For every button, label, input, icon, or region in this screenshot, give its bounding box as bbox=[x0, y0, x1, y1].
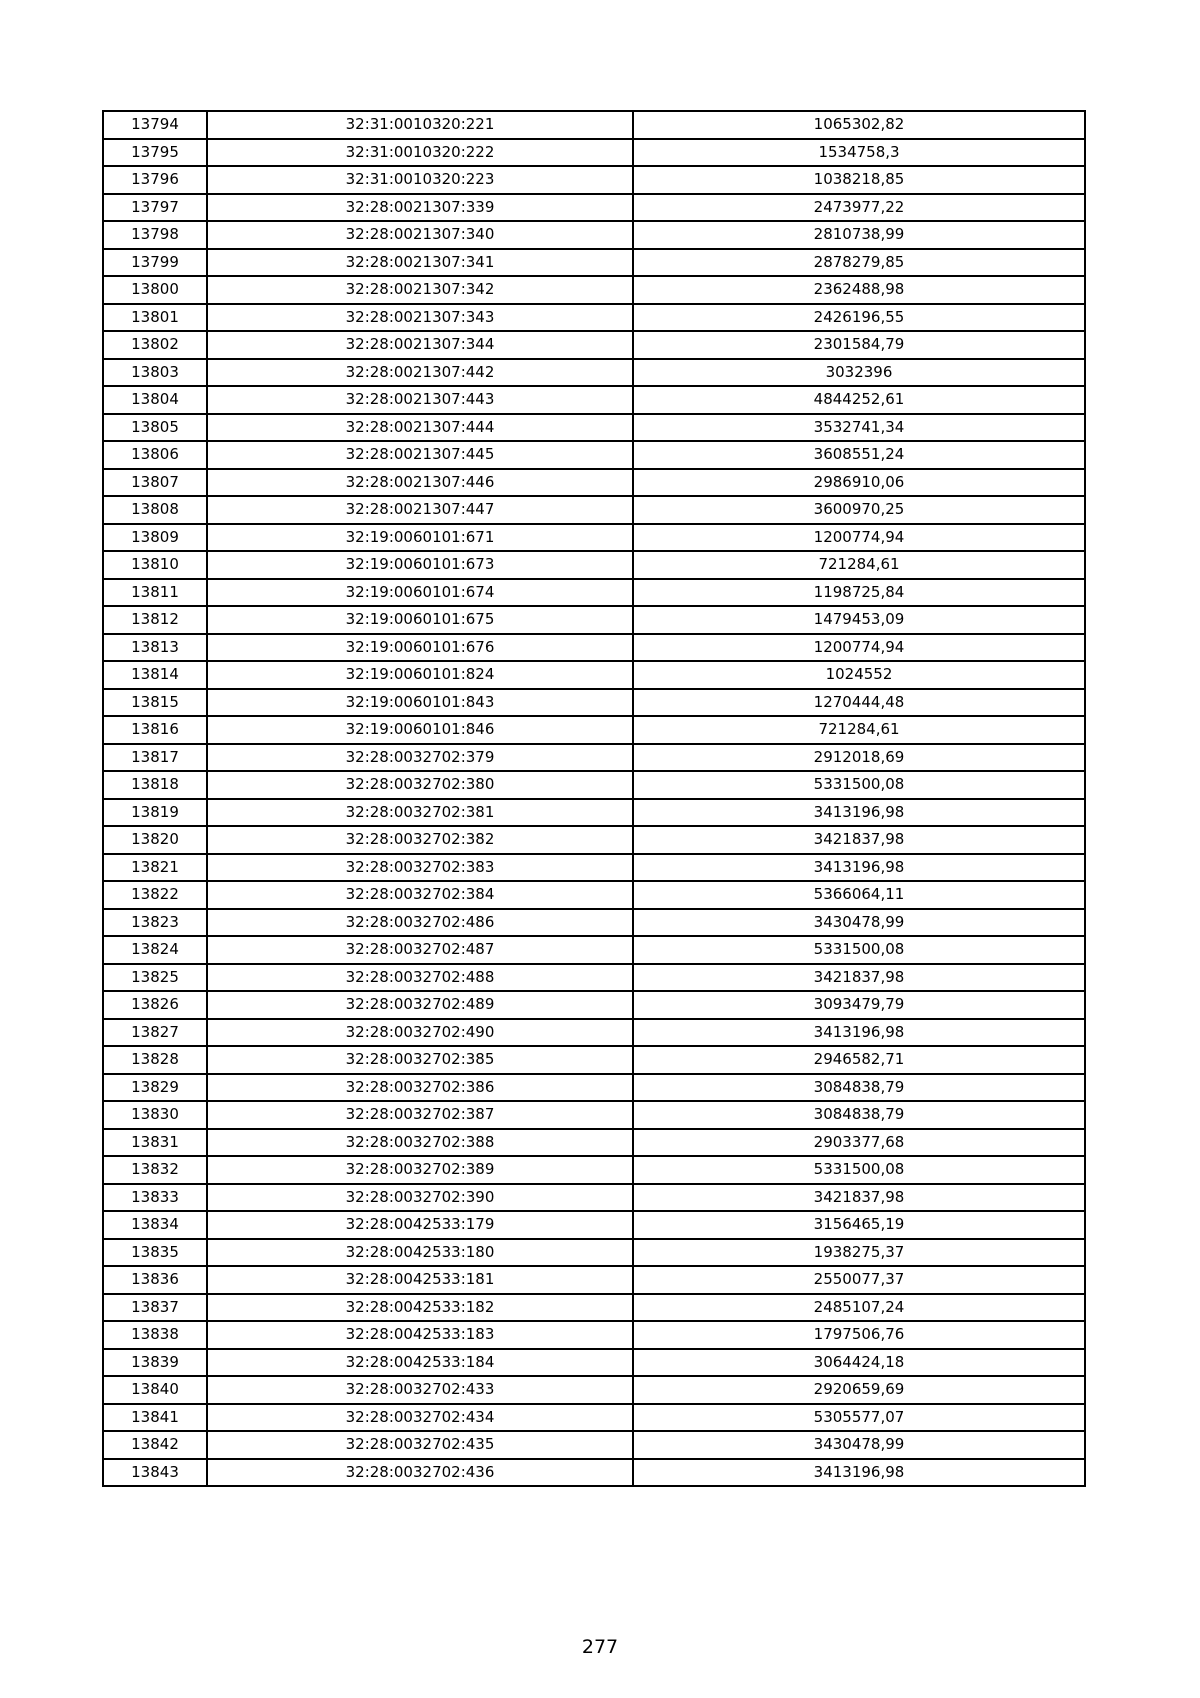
cadastral-number-cell: 32:19:0060101:676 bbox=[207, 634, 633, 662]
cadastral-value-cell: 3156465,19 bbox=[633, 1211, 1085, 1239]
cadastral-number-cell: 32:28:0032702:486 bbox=[207, 909, 633, 937]
cadastral-value-cell: 2946582,71 bbox=[633, 1046, 1085, 1074]
cadastral-value-cell: 1534758,3 bbox=[633, 139, 1085, 167]
table-row bbox=[103, 1211, 1085, 1239]
table-row bbox=[103, 661, 1085, 689]
table-row bbox=[103, 606, 1085, 634]
table-row bbox=[103, 1019, 1085, 1047]
cadastral-value-cell: 3084838,79 bbox=[633, 1101, 1085, 1129]
row-number-cell: 13795 bbox=[103, 139, 207, 167]
table-row bbox=[103, 1046, 1085, 1074]
table-row bbox=[103, 111, 1085, 139]
cadastral-value-cell: 1200774,94 bbox=[633, 634, 1085, 662]
table-row bbox=[103, 386, 1085, 414]
cadastral-value-cell: 721284,61 bbox=[633, 551, 1085, 579]
table-row bbox=[103, 1321, 1085, 1349]
cadastral-value-cell: 3421837,98 bbox=[633, 826, 1085, 854]
cadastral-number-cell: 32:19:0060101:671 bbox=[207, 524, 633, 552]
cadastral-value-cell: 2473977,22 bbox=[633, 194, 1085, 222]
row-number-cell: 13814 bbox=[103, 661, 207, 689]
cadastral-value-cell: 3608551,24 bbox=[633, 441, 1085, 469]
row-number-cell: 13835 bbox=[103, 1239, 207, 1267]
cadastral-number-cell: 32:28:0032702:383 bbox=[207, 854, 633, 882]
cadastral-number-cell: 32:28:0021307:341 bbox=[207, 249, 633, 277]
table-row bbox=[103, 221, 1085, 249]
table-row bbox=[103, 826, 1085, 854]
cadastral-value-cell: 5366064,11 bbox=[633, 881, 1085, 909]
cadastral-number-cell: 32:28:0032702:382 bbox=[207, 826, 633, 854]
row-number-cell: 13803 bbox=[103, 359, 207, 387]
table-row bbox=[103, 1129, 1085, 1157]
row-number-cell: 13808 bbox=[103, 496, 207, 524]
cadastral-value-cell: 3421837,98 bbox=[633, 1184, 1085, 1212]
cadastral-number-cell: 32:28:0042533:183 bbox=[207, 1321, 633, 1349]
page-number: 277 bbox=[581, 1636, 619, 1658]
table-row bbox=[103, 1404, 1085, 1432]
table-row bbox=[103, 1101, 1085, 1129]
row-number-cell: 13819 bbox=[103, 799, 207, 827]
cadastral-value-cell: 2362488,98 bbox=[633, 276, 1085, 304]
cadastral-number-cell: 32:28:0032702:384 bbox=[207, 881, 633, 909]
cadastral-number-cell: 32:28:0021307:444 bbox=[207, 414, 633, 442]
row-number-cell: 13818 bbox=[103, 771, 207, 799]
cadastral-value-cell: 3532741,34 bbox=[633, 414, 1085, 442]
cadastral-value-cell: 1065302,82 bbox=[633, 111, 1085, 139]
table-row bbox=[103, 524, 1085, 552]
cadastral-number-cell: 32:31:0010320:221 bbox=[207, 111, 633, 139]
table-body bbox=[103, 111, 1085, 1486]
cadastral-value-cell: 3413196,98 bbox=[633, 1019, 1085, 1047]
cadastral-value-cell: 2810738,99 bbox=[633, 221, 1085, 249]
cadastral-value-cell: 2426196,55 bbox=[633, 304, 1085, 332]
table-row bbox=[103, 1349, 1085, 1377]
cadastral-value-cell: 2878279,85 bbox=[633, 249, 1085, 277]
row-number-cell: 13801 bbox=[103, 304, 207, 332]
cadastral-value-cell: 3084838,79 bbox=[633, 1074, 1085, 1102]
table-row bbox=[103, 1459, 1085, 1487]
table-row bbox=[103, 716, 1085, 744]
cadastral-value-cell: 1797506,76 bbox=[633, 1321, 1085, 1349]
cadastral-value-cell: 1938275,37 bbox=[633, 1239, 1085, 1267]
cadastral-number-cell: 32:28:0042533:180 bbox=[207, 1239, 633, 1267]
cadastral-number-cell: 32:28:0021307:445 bbox=[207, 441, 633, 469]
row-number-cell: 13811 bbox=[103, 579, 207, 607]
row-number-cell: 13834 bbox=[103, 1211, 207, 1239]
cadastral-number-cell: 32:28:0032702:381 bbox=[207, 799, 633, 827]
cadastral-value-cell: 3064424,18 bbox=[633, 1349, 1085, 1377]
row-number-cell: 13816 bbox=[103, 716, 207, 744]
row-number-cell: 13840 bbox=[103, 1376, 207, 1404]
row-number-cell: 13824 bbox=[103, 936, 207, 964]
cadastral-number-cell: 32:28:0032702:434 bbox=[207, 1404, 633, 1432]
cadastral-number-cell: 32:28:0042533:182 bbox=[207, 1294, 633, 1322]
row-number-cell: 13796 bbox=[103, 166, 207, 194]
cadastral-number-cell: 32:28:0042533:181 bbox=[207, 1266, 633, 1294]
row-number-cell: 13841 bbox=[103, 1404, 207, 1432]
row-number-cell: 13812 bbox=[103, 606, 207, 634]
cadastral-value-cell: 3093479,79 bbox=[633, 991, 1085, 1019]
cadastral-number-cell: 32:28:0021307:339 bbox=[207, 194, 633, 222]
table-row bbox=[103, 331, 1085, 359]
cadastral-value-cell: 3421837,98 bbox=[633, 964, 1085, 992]
cadastral-number-cell: 32:28:0032702:490 bbox=[207, 1019, 633, 1047]
table-row bbox=[103, 1266, 1085, 1294]
table-row bbox=[103, 359, 1085, 387]
table-row bbox=[103, 194, 1085, 222]
row-number-cell: 13806 bbox=[103, 441, 207, 469]
cadastral-value-cell: 5331500,08 bbox=[633, 936, 1085, 964]
cadastral-value-cell: 2485107,24 bbox=[633, 1294, 1085, 1322]
cadastral-number-cell: 32:28:0032702:390 bbox=[207, 1184, 633, 1212]
table-row bbox=[103, 991, 1085, 1019]
row-number-cell: 13821 bbox=[103, 854, 207, 882]
cadastral-number-cell: 32:28:0032702:436 bbox=[207, 1459, 633, 1487]
row-number-cell: 13839 bbox=[103, 1349, 207, 1377]
cadastral-value-cell: 5305577,07 bbox=[633, 1404, 1085, 1432]
cadastral-number-cell: 32:28:0032702:433 bbox=[207, 1376, 633, 1404]
table-row bbox=[103, 854, 1085, 882]
row-number-cell: 13807 bbox=[103, 469, 207, 497]
cadastral-value-cell: 4844252,61 bbox=[633, 386, 1085, 414]
table-row bbox=[103, 771, 1085, 799]
cadastral-value-cell: 3413196,98 bbox=[633, 854, 1085, 882]
table-row bbox=[103, 249, 1085, 277]
cadastral-number-cell: 32:28:0032702:388 bbox=[207, 1129, 633, 1157]
cadastral-number-cell: 32:28:0032702:489 bbox=[207, 991, 633, 1019]
row-number-cell: 13804 bbox=[103, 386, 207, 414]
cadastral-value-cell: 721284,61 bbox=[633, 716, 1085, 744]
cadastral-number-cell: 32:28:0032702:389 bbox=[207, 1156, 633, 1184]
table-row bbox=[103, 276, 1085, 304]
cadastral-value-cell: 2301584,79 bbox=[633, 331, 1085, 359]
cadastral-value-table bbox=[102, 110, 1086, 1487]
row-number-cell: 13827 bbox=[103, 1019, 207, 1047]
cadastral-value-cell: 2550077,37 bbox=[633, 1266, 1085, 1294]
table-row bbox=[103, 964, 1085, 992]
row-number-cell: 13815 bbox=[103, 689, 207, 717]
table-row bbox=[103, 1431, 1085, 1459]
cadastral-value-cell: 1198725,84 bbox=[633, 579, 1085, 607]
row-number-cell: 13798 bbox=[103, 221, 207, 249]
row-number-cell: 13823 bbox=[103, 909, 207, 937]
cadastral-number-cell: 32:19:0060101:843 bbox=[207, 689, 633, 717]
row-number-cell: 13828 bbox=[103, 1046, 207, 1074]
cadastral-number-cell: 32:28:0032702:487 bbox=[207, 936, 633, 964]
cadastral-number-cell: 32:28:0032702:435 bbox=[207, 1431, 633, 1459]
cadastral-number-cell: 32:28:0032702:387 bbox=[207, 1101, 633, 1129]
cadastral-value-cell: 1200774,94 bbox=[633, 524, 1085, 552]
row-number-cell: 13802 bbox=[103, 331, 207, 359]
table-row bbox=[103, 799, 1085, 827]
cadastral-value-cell: 3032396 bbox=[633, 359, 1085, 387]
cadastral-number-cell: 32:19:0060101:673 bbox=[207, 551, 633, 579]
cadastral-value-cell: 2912018,69 bbox=[633, 744, 1085, 772]
row-number-cell: 13837 bbox=[103, 1294, 207, 1322]
table-row bbox=[103, 414, 1085, 442]
table-row bbox=[103, 744, 1085, 772]
table-row bbox=[103, 579, 1085, 607]
cadastral-number-cell: 32:28:0021307:447 bbox=[207, 496, 633, 524]
row-number-cell: 13799 bbox=[103, 249, 207, 277]
table-row bbox=[103, 496, 1085, 524]
cadastral-number-cell: 32:19:0060101:675 bbox=[207, 606, 633, 634]
cadastral-number-cell: 32:28:0021307:343 bbox=[207, 304, 633, 332]
cadastral-number-cell: 32:28:0032702:386 bbox=[207, 1074, 633, 1102]
cadastral-value-cell: 5331500,08 bbox=[633, 1156, 1085, 1184]
cadastral-number-cell: 32:28:0021307:442 bbox=[207, 359, 633, 387]
cadastral-value-cell: 1038218,85 bbox=[633, 166, 1085, 194]
cadastral-value-cell: 1270444,48 bbox=[633, 689, 1085, 717]
cadastral-number-cell: 32:28:0042533:184 bbox=[207, 1349, 633, 1377]
table-row bbox=[103, 441, 1085, 469]
table-row bbox=[103, 1376, 1085, 1404]
cadastral-number-cell: 32:19:0060101:846 bbox=[207, 716, 633, 744]
table-row bbox=[103, 936, 1085, 964]
cadastral-value-cell: 5331500,08 bbox=[633, 771, 1085, 799]
table-row bbox=[103, 1184, 1085, 1212]
cadastral-value-cell: 2920659,69 bbox=[633, 1376, 1085, 1404]
cadastral-number-cell: 32:28:0032702:488 bbox=[207, 964, 633, 992]
cadastral-value-cell: 3413196,98 bbox=[633, 799, 1085, 827]
cadastral-number-cell: 32:28:0032702:385 bbox=[207, 1046, 633, 1074]
cadastral-number-cell: 32:28:0032702:379 bbox=[207, 744, 633, 772]
row-number-cell: 13813 bbox=[103, 634, 207, 662]
cadastral-value-cell: 1024552 bbox=[633, 661, 1085, 689]
table-row bbox=[103, 1074, 1085, 1102]
table-row bbox=[103, 166, 1085, 194]
row-number-cell: 13826 bbox=[103, 991, 207, 1019]
table-row bbox=[103, 1239, 1085, 1267]
row-number-cell: 13817 bbox=[103, 744, 207, 772]
row-number-cell: 13833 bbox=[103, 1184, 207, 1212]
cadastral-value-cell: 2903377,68 bbox=[633, 1129, 1085, 1157]
row-number-cell: 13822 bbox=[103, 881, 207, 909]
row-number-cell: 13810 bbox=[103, 551, 207, 579]
row-number-cell: 13800 bbox=[103, 276, 207, 304]
cadastral-value-cell: 3413196,98 bbox=[633, 1459, 1085, 1487]
table-row bbox=[103, 1156, 1085, 1184]
table-row bbox=[103, 139, 1085, 167]
cadastral-value-cell: 3600970,25 bbox=[633, 496, 1085, 524]
row-number-cell: 13831 bbox=[103, 1129, 207, 1157]
cadastral-number-cell: 32:28:0021307:443 bbox=[207, 386, 633, 414]
table-row bbox=[103, 689, 1085, 717]
row-number-cell: 13805 bbox=[103, 414, 207, 442]
row-number-cell: 13797 bbox=[103, 194, 207, 222]
table-row bbox=[103, 881, 1085, 909]
cadastral-value-cell: 2986910,06 bbox=[633, 469, 1085, 497]
table-row bbox=[103, 469, 1085, 497]
row-number-cell: 13838 bbox=[103, 1321, 207, 1349]
row-number-cell: 13836 bbox=[103, 1266, 207, 1294]
cadastral-number-cell: 32:28:0042533:179 bbox=[207, 1211, 633, 1239]
cadastral-number-cell: 32:28:0021307:446 bbox=[207, 469, 633, 497]
row-number-cell: 13830 bbox=[103, 1101, 207, 1129]
table-row bbox=[103, 909, 1085, 937]
cadastral-number-cell: 32:19:0060101:674 bbox=[207, 579, 633, 607]
row-number-cell: 13829 bbox=[103, 1074, 207, 1102]
row-number-cell: 13825 bbox=[103, 964, 207, 992]
cadastral-value-cell: 3430478,99 bbox=[633, 1431, 1085, 1459]
cadastral-number-cell: 32:28:0032702:380 bbox=[207, 771, 633, 799]
table-row bbox=[103, 551, 1085, 579]
cadastral-number-cell: 32:31:0010320:223 bbox=[207, 166, 633, 194]
table-row bbox=[103, 634, 1085, 662]
cadastral-number-cell: 32:31:0010320:222 bbox=[207, 139, 633, 167]
row-number-cell: 13843 bbox=[103, 1459, 207, 1487]
row-number-cell: 13820 bbox=[103, 826, 207, 854]
row-number-cell: 13794 bbox=[103, 111, 207, 139]
row-number-cell: 13842 bbox=[103, 1431, 207, 1459]
cadastral-number-cell: 32:28:0021307:342 bbox=[207, 276, 633, 304]
cadastral-number-cell: 32:28:0021307:344 bbox=[207, 331, 633, 359]
row-number-cell: 13809 bbox=[103, 524, 207, 552]
row-number-cell: 13832 bbox=[103, 1156, 207, 1184]
table-row bbox=[103, 304, 1085, 332]
table-row bbox=[103, 1294, 1085, 1322]
cadastral-number-cell: 32:19:0060101:824 bbox=[207, 661, 633, 689]
cadastral-value-cell: 1479453,09 bbox=[633, 606, 1085, 634]
cadastral-number-cell: 32:28:0021307:340 bbox=[207, 221, 633, 249]
cadastral-value-cell: 3430478,99 bbox=[633, 909, 1085, 937]
